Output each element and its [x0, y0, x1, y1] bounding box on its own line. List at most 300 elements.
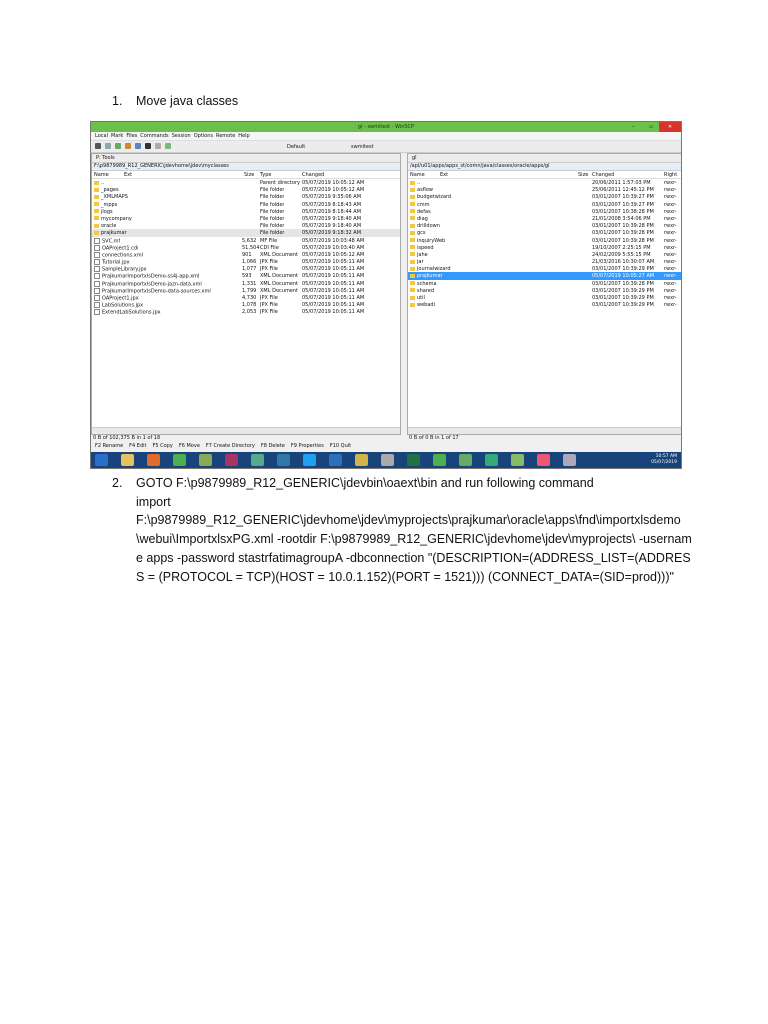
app-icon[interactable]	[381, 454, 394, 466]
cell-size: 4,730	[242, 295, 257, 301]
cell-size: 1,799	[242, 287, 257, 294]
cell-changed: 03/01/2007 10:39:29 PM	[592, 287, 654, 294]
cell-changed: 05/07/2019 9:18:32 AM	[302, 230, 362, 237]
file-name: ExtendLabSolutions.jpx	[102, 309, 161, 316]
file-row[interactable]	[92, 201, 400, 208]
file-name: ispeed	[417, 244, 434, 251]
app-icon[interactable]	[511, 454, 524, 466]
file-row[interactable]	[92, 287, 400, 294]
col-rights[interactable]: Right	[664, 172, 678, 178]
remote-header	[408, 171, 682, 179]
file-name: oracle	[101, 223, 117, 230]
session-tab[interactable]: swmitest	[351, 144, 374, 150]
col-changed[interactable]: Changed	[302, 172, 325, 178]
file-row[interactable]	[408, 215, 682, 222]
skype-icon[interactable]	[303, 454, 316, 466]
remote-dir-select[interactable]: gl	[408, 154, 682, 163]
cell-name	[410, 252, 428, 258]
cell-changed: 25/06/2011 12:45:12 PM	[592, 187, 654, 194]
remote-path[interactable]: /apl/u01/apps/apps_st/comn/java/classes/oracle/apps/gl	[408, 163, 682, 171]
cell-changed: 05/07/2019 10:05:11 AM	[302, 309, 365, 316]
menu-bar	[91, 132, 681, 140]
file-row[interactable]	[408, 208, 682, 215]
winscp-screenshot	[90, 121, 682, 469]
cell-type: XML Document	[260, 251, 299, 258]
find-icon[interactable]	[165, 143, 171, 149]
file-row[interactable]	[92, 280, 400, 287]
minimize-icon[interactable]: –	[631, 124, 635, 130]
cell-name	[410, 194, 451, 200]
cell-size: 2,053	[242, 309, 257, 316]
file-icon	[94, 302, 100, 308]
start-icon[interactable]	[95, 454, 108, 466]
app-icon[interactable]	[485, 454, 498, 466]
col-type[interactable]: Type	[260, 172, 272, 178]
cell-name	[94, 309, 161, 316]
cell-name	[410, 259, 424, 265]
file-row[interactable]	[92, 179, 400, 186]
menu-item[interactable]: Commands	[140, 133, 169, 139]
file-row[interactable]	[408, 244, 682, 251]
fkey-button[interactable]: F7 Create Directory	[205, 443, 255, 449]
cell-size: 5,632	[242, 237, 257, 244]
cell-changed: 03/01/2007 10:38:28 PM	[592, 208, 654, 215]
cell-changed: 20/06/2011 1:57:03 PM	[592, 180, 651, 186]
file-row[interactable]	[92, 208, 400, 215]
file-name: PrajkumarImportxlsDemo-jazn-data.xml	[102, 281, 202, 288]
folder-icon	[94, 231, 99, 235]
file-name: gcs	[417, 230, 426, 237]
folder-icon	[410, 274, 415, 278]
col-name[interactable]: Name	[410, 172, 425, 178]
file-name: asflow	[417, 187, 433, 194]
file-icon	[94, 266, 100, 272]
file-name: LabSolutions.jpx	[102, 302, 144, 309]
remote-pane	[407, 153, 682, 435]
cell-type: JPX File	[260, 295, 278, 301]
file-name: _mpps	[101, 201, 118, 208]
cell-type: File folder	[260, 187, 285, 194]
cell-type: File folder	[260, 194, 285, 201]
file-row[interactable]	[408, 179, 682, 186]
folder-icon	[94, 181, 99, 185]
file-name: _XMLMAPS	[101, 194, 128, 201]
folder-icon	[94, 188, 99, 192]
cell-rights: rwxr-	[664, 280, 677, 287]
cell-changed: 24/02/2009 5:55:15 PM	[592, 251, 651, 258]
app-icon[interactable]	[537, 454, 550, 466]
file-row[interactable]	[408, 222, 682, 229]
folder-icon	[410, 296, 415, 300]
cell-rights: rwxr-	[664, 223, 677, 230]
col-size[interactable]: Size	[244, 172, 255, 178]
cell-name	[410, 223, 440, 229]
cell-name	[410, 216, 428, 222]
cell-size: 1,078	[242, 302, 257, 309]
file-row[interactable]	[408, 201, 682, 208]
cell-name	[410, 266, 451, 272]
cell-name	[94, 187, 119, 193]
cell-name	[410, 281, 437, 287]
remote-file-list	[408, 179, 682, 308]
cell-rights: rwxr-	[664, 187, 677, 194]
file-name: budgetwizard	[417, 194, 452, 201]
cell-type: XML Document	[260, 280, 299, 287]
file-icon	[94, 309, 100, 315]
folder-icon	[410, 224, 415, 228]
cell-name	[410, 230, 426, 236]
cell-name	[94, 202, 117, 208]
winscp-icon[interactable]	[459, 454, 472, 466]
file-icon	[94, 252, 100, 258]
cell-changed: 05/07/2019 9:18:40 AM	[302, 215, 362, 222]
folder-icon	[410, 260, 415, 264]
cell-rights: rwxr-	[664, 230, 677, 237]
cell-rights: rwxr-	[664, 208, 677, 215]
chrome-icon[interactable]	[173, 454, 186, 466]
file-name: defas	[417, 208, 431, 215]
cell-changed: 19/10/2007 2:25:15 PM	[592, 244, 651, 251]
folder-icon	[94, 216, 99, 220]
cell-type: XML Document	[260, 273, 299, 280]
cell-type: File folder	[260, 223, 285, 230]
cell-type: File folder	[260, 208, 285, 215]
cell-type: File folder	[260, 215, 285, 222]
file-name: Tutorial.jpx	[102, 259, 130, 266]
file-name: util	[417, 295, 425, 301]
step-number: 2.	[112, 476, 123, 490]
file-name: jlogs	[101, 208, 113, 215]
cell-name	[94, 194, 128, 200]
menu-item[interactable]: Mark	[110, 133, 124, 139]
folder-icon	[410, 231, 415, 235]
cell-changed: 05/07/2019 10:05:11 AM	[302, 280, 365, 287]
cell-rights: rwxr-	[664, 244, 677, 251]
folder-icon	[410, 188, 415, 192]
menu-item[interactable]: Remote	[215, 133, 236, 139]
file-name: webadi	[417, 302, 435, 309]
cell-name	[94, 230, 127, 236]
cell-changed: 05/07/2019 10:05:11 AM	[302, 266, 365, 273]
cell-changed: 03/01/2007 10:39:28 PM	[592, 237, 654, 244]
cell-type: JPX File	[260, 266, 278, 273]
remote-status: 0 B of 0 B in 1 of 17	[409, 435, 459, 441]
file-name: OAProject1.jpx	[102, 295, 139, 302]
maximize-icon[interactable]: ▫	[649, 124, 653, 130]
file-icon	[94, 245, 100, 251]
file-row[interactable]	[92, 222, 400, 229]
cell-changed: 05/07/2019 10:05:27 AM	[592, 273, 655, 280]
file-row[interactable]	[92, 301, 400, 308]
cell-size: 593	[242, 273, 252, 280]
folder-icon	[410, 288, 415, 292]
file-name: prajkumar	[417, 273, 443, 280]
folder-icon	[410, 267, 415, 271]
file-name: prajkumar	[101, 230, 127, 237]
folder-icon	[94, 209, 99, 213]
file-row[interactable]	[92, 244, 400, 251]
cell-type: JPX File	[260, 259, 278, 266]
file-name: shared	[417, 287, 435, 294]
fkey-button[interactable]: F6 Move	[178, 443, 200, 449]
fkey-button[interactable]: F9 Properties	[290, 443, 324, 449]
cell-name	[410, 295, 425, 301]
folder-icon	[410, 238, 415, 242]
app-icon[interactable]	[355, 454, 368, 466]
cell-type: MF File	[260, 237, 278, 244]
file-name: drilldown	[417, 223, 440, 230]
title-bar	[91, 122, 681, 132]
sync-icon[interactable]	[115, 143, 121, 149]
session-select[interactable]: Default	[287, 144, 306, 150]
toolbar	[91, 140, 681, 153]
file-row[interactable]	[408, 265, 682, 272]
file-icon	[94, 295, 100, 301]
cell-size: 901	[242, 251, 252, 258]
cell-type: JPX File	[260, 302, 278, 309]
menu-item[interactable]: Local	[95, 133, 108, 139]
cell-rights: rwxr-	[664, 273, 677, 280]
taskbar	[91, 452, 681, 468]
cell-type: JPX File	[260, 309, 278, 316]
explorer-icon[interactable]	[121, 454, 134, 466]
file-name: schema	[417, 280, 437, 287]
step-2	[112, 474, 692, 586]
file-row[interactable]	[408, 193, 682, 200]
cell-rights: rwxr-	[664, 180, 677, 186]
cell-changed: 03/01/2007 10:39:27 PM	[592, 194, 654, 201]
cell-changed: 05/07/2019 10:05:11 AM	[302, 287, 365, 294]
file-row[interactable]	[92, 294, 400, 301]
cell-changed: 05/07/2019 10:03:48 AM	[302, 237, 365, 244]
file-name: _pages	[101, 187, 119, 194]
file-row[interactable]	[92, 186, 400, 193]
cell-name	[94, 209, 113, 215]
folder-icon	[410, 181, 415, 185]
file-name: OAProject1.cdi	[102, 245, 139, 252]
folder-icon	[94, 195, 99, 199]
cell-rights: rwxr-	[664, 201, 677, 208]
cell-type: CDI File	[260, 244, 279, 251]
col-ext[interactable]: Ext	[440, 172, 449, 178]
folder-icon	[410, 245, 415, 249]
fkey-button[interactable]: F10 Quit	[329, 443, 352, 449]
folder-icon	[410, 202, 415, 206]
cell-changed: 03/01/2007 10:39:28 PM	[592, 223, 654, 230]
cell-name	[94, 180, 104, 186]
local-scrollbar[interactable]	[92, 427, 400, 434]
file-row[interactable]	[408, 258, 682, 265]
cell-changed: 05/07/2019 10:05:12 AM	[302, 187, 365, 194]
cell-changed: 03/01/2007 10:39:29 PM	[592, 302, 654, 309]
settings-icon[interactable]	[95, 143, 101, 149]
cell-rights: rwxr-	[664, 251, 677, 258]
cell-changed: 05/07/2019 9:18:40 AM	[302, 223, 362, 230]
file-row[interactable]	[92, 251, 400, 258]
col-size[interactable]: Size	[578, 172, 589, 178]
cell-changed: 05/07/2019 9:35:06 AM	[302, 194, 362, 201]
step-number: 1.	[112, 94, 123, 108]
cell-changed: 05/07/2019 10:05:11 AM	[302, 273, 365, 280]
transfer-icon[interactable]	[135, 143, 141, 149]
cell-size: 1,077	[242, 266, 257, 273]
command-text: GOTO F:\p9879989_R12_GENERIC\jdevbin\oaext\bin and run following command import F:\p9879989_R12_GENERIC\jdevhome\jdev\myprojects\prajkumar\oracle\apps\fnd\importxlsdemo\webui\ImportxlsxPG.xml -rootdir F:\p9879989_R12_GENERIC\jdevhome\jdev\myprojects\ -username apps -password stastrfatimagroupA -dbconnection "(DESCRIPTION=(ADDRESS_LIST=(ADDRESS = (PROTOCOL = TCP)(HOST = 10.0.1.152)(PORT = 1521))) (CONNECT_DATA=(SID=prod)))"	[136, 476, 692, 584]
cell-name	[410, 302, 435, 308]
cell-rights: rwxr-	[664, 237, 677, 244]
step-text: Move java classes	[136, 94, 239, 108]
cell-changed: 05/07/2019 8:18:44 AM	[302, 208, 362, 215]
cell-changed: 21/03/2016 10:30:07 AM	[592, 259, 655, 266]
cell-name	[410, 202, 430, 208]
folder-icon	[94, 224, 99, 228]
remote-scrollbar[interactable]	[408, 427, 682, 434]
cell-name	[410, 209, 431, 215]
cell-changed: 05/07/2019 10:05:12 AM	[302, 251, 365, 258]
fkey-button[interactable]: F8 Delete	[260, 443, 285, 449]
file-row[interactable]	[92, 237, 400, 244]
file-name: PrajkumarImportxlsDemo-ss4j-app.xml	[102, 273, 200, 280]
file-row[interactable]	[92, 308, 400, 315]
cell-changed: 03/01/2007 10:39:29 PM	[592, 295, 654, 301]
clock[interactable]	[651, 454, 677, 466]
col-changed[interactable]: Changed	[592, 172, 615, 178]
folder-icon	[410, 281, 415, 285]
cell-changed: 03/01/2007 10:39:28 PM	[592, 280, 654, 287]
file-name: ..	[101, 180, 105, 186]
menu-item[interactable]: Options	[193, 133, 213, 139]
compare-icon[interactable]	[105, 143, 111, 149]
local-status: 0 B of 102,375 B in 1 of 18	[93, 435, 161, 441]
local-drive-select[interactable]: P: Tools	[92, 154, 400, 163]
file-name: cmm	[417, 201, 430, 208]
menu-item[interactable]: Session	[171, 133, 191, 139]
cell-size: 1,066	[242, 259, 257, 266]
terminal-icon[interactable]	[155, 143, 161, 149]
file-name: SampleLibrary.jpx	[102, 266, 147, 273]
cell-changed: 03/01/2007 10:39:27 PM	[592, 201, 654, 208]
cell-changed: 05/07/2019 10:03:40 AM	[302, 244, 365, 251]
file-row[interactable]	[408, 272, 682, 279]
file-name: SVC.mf	[102, 238, 121, 244]
cell-type: XML Document	[260, 287, 299, 294]
cell-type: File folder	[260, 230, 285, 237]
cell-changed: 03/01/2007 10:39:28 PM	[592, 230, 654, 237]
folder-icon	[410, 195, 415, 199]
file-name: journalwizard	[417, 266, 451, 273]
menu-item[interactable]: Files	[126, 133, 138, 139]
file-row[interactable]	[408, 294, 682, 301]
file-row[interactable]	[408, 229, 682, 236]
fkey-button[interactable]: F5 Copy	[152, 443, 173, 449]
cell-changed: 05/07/2019 8:18:43 AM	[302, 201, 362, 208]
file-row[interactable]	[408, 287, 682, 294]
close-icon[interactable]: ✕	[659, 122, 681, 132]
queue-icon[interactable]	[125, 143, 131, 149]
chrome-icon[interactable]	[433, 454, 446, 466]
excel-icon[interactable]	[407, 454, 420, 466]
col-ext[interactable]: Ext	[124, 172, 133, 178]
cell-rights: rwxr-	[664, 194, 677, 201]
cell-changed: 05/07/2019 10:05:12 AM	[302, 180, 365, 186]
file-row[interactable]	[408, 301, 682, 308]
file-row[interactable]	[92, 193, 400, 200]
file-row[interactable]	[92, 258, 400, 265]
file-icon	[94, 281, 100, 287]
cell-changed: 21/01/2008 3:54:06 PM	[592, 215, 651, 222]
file-row[interactable]	[92, 215, 400, 222]
cell-name	[410, 238, 445, 244]
status-bar	[91, 435, 681, 441]
app-icon[interactable]	[251, 454, 264, 466]
file-row[interactable]	[408, 237, 682, 244]
function-key-bar	[91, 442, 681, 450]
cell-name	[410, 273, 443, 279]
file-name: ..	[417, 180, 421, 186]
col-name[interactable]: Name	[94, 172, 109, 178]
file-icon	[94, 259, 100, 265]
cell-name	[410, 245, 434, 251]
fkey-button[interactable]: F4 Edit	[129, 443, 147, 449]
cell-name	[410, 180, 420, 186]
firefox-icon[interactable]	[147, 454, 160, 466]
file-name: diag	[417, 215, 428, 222]
fkey-button[interactable]: F2 Rename	[95, 443, 124, 449]
file-row[interactable]	[92, 229, 400, 236]
cell-name	[94, 216, 132, 222]
file-row[interactable]	[408, 280, 682, 287]
cell-name	[94, 223, 116, 229]
cell-rights: rwxr-	[664, 302, 677, 309]
cell-size: 1,331	[242, 280, 257, 287]
file-name: jar	[417, 259, 424, 266]
cell-rights: rwxr-	[664, 295, 677, 301]
local-pane	[91, 153, 401, 435]
cell-rights: rwxr-	[664, 259, 677, 266]
local-path[interactable]: F:\p9879989_R12_GENERIC\jdevhome\jdev\myclasses	[92, 163, 400, 171]
cell-size: 51,504	[242, 244, 260, 251]
folder-icon	[410, 303, 415, 307]
cell-name	[410, 187, 433, 193]
local-header	[92, 171, 400, 179]
local-file-list	[92, 179, 400, 316]
file-name: PrajkumarImportxlsDemo-data-sources.xml	[102, 288, 211, 295]
app-icon[interactable]	[199, 454, 212, 466]
file-row[interactable]	[408, 186, 682, 193]
app-icon[interactable]	[225, 454, 238, 466]
file-row[interactable]	[92, 272, 400, 279]
cell-rights: rwxr-	[664, 287, 677, 294]
window-title: gl - swmitest - WinSCP	[357, 124, 415, 130]
folder-icon	[410, 252, 415, 256]
console-icon[interactable]	[145, 143, 151, 149]
cell-type: File folder	[260, 201, 285, 208]
outlook-icon[interactable]	[329, 454, 342, 466]
file-name: mycompany	[101, 215, 132, 222]
app-icon[interactable]	[563, 454, 576, 466]
file-row[interactable]	[92, 265, 400, 272]
app-icon[interactable]	[277, 454, 290, 466]
file-name: connections.xml	[102, 252, 143, 259]
cell-changed: 05/07/2019 10:05:11 AM	[302, 302, 365, 309]
clock-date: 05/07/2019	[651, 460, 677, 465]
file-row[interactable]	[408, 251, 682, 258]
folder-icon	[410, 209, 415, 213]
clock-time: 10:57 AM	[655, 454, 677, 459]
cell-rights: rwxr-	[664, 215, 677, 222]
folder-icon	[94, 202, 99, 206]
menu-item[interactable]: Help	[238, 133, 250, 139]
file-name: jahe	[417, 251, 428, 258]
